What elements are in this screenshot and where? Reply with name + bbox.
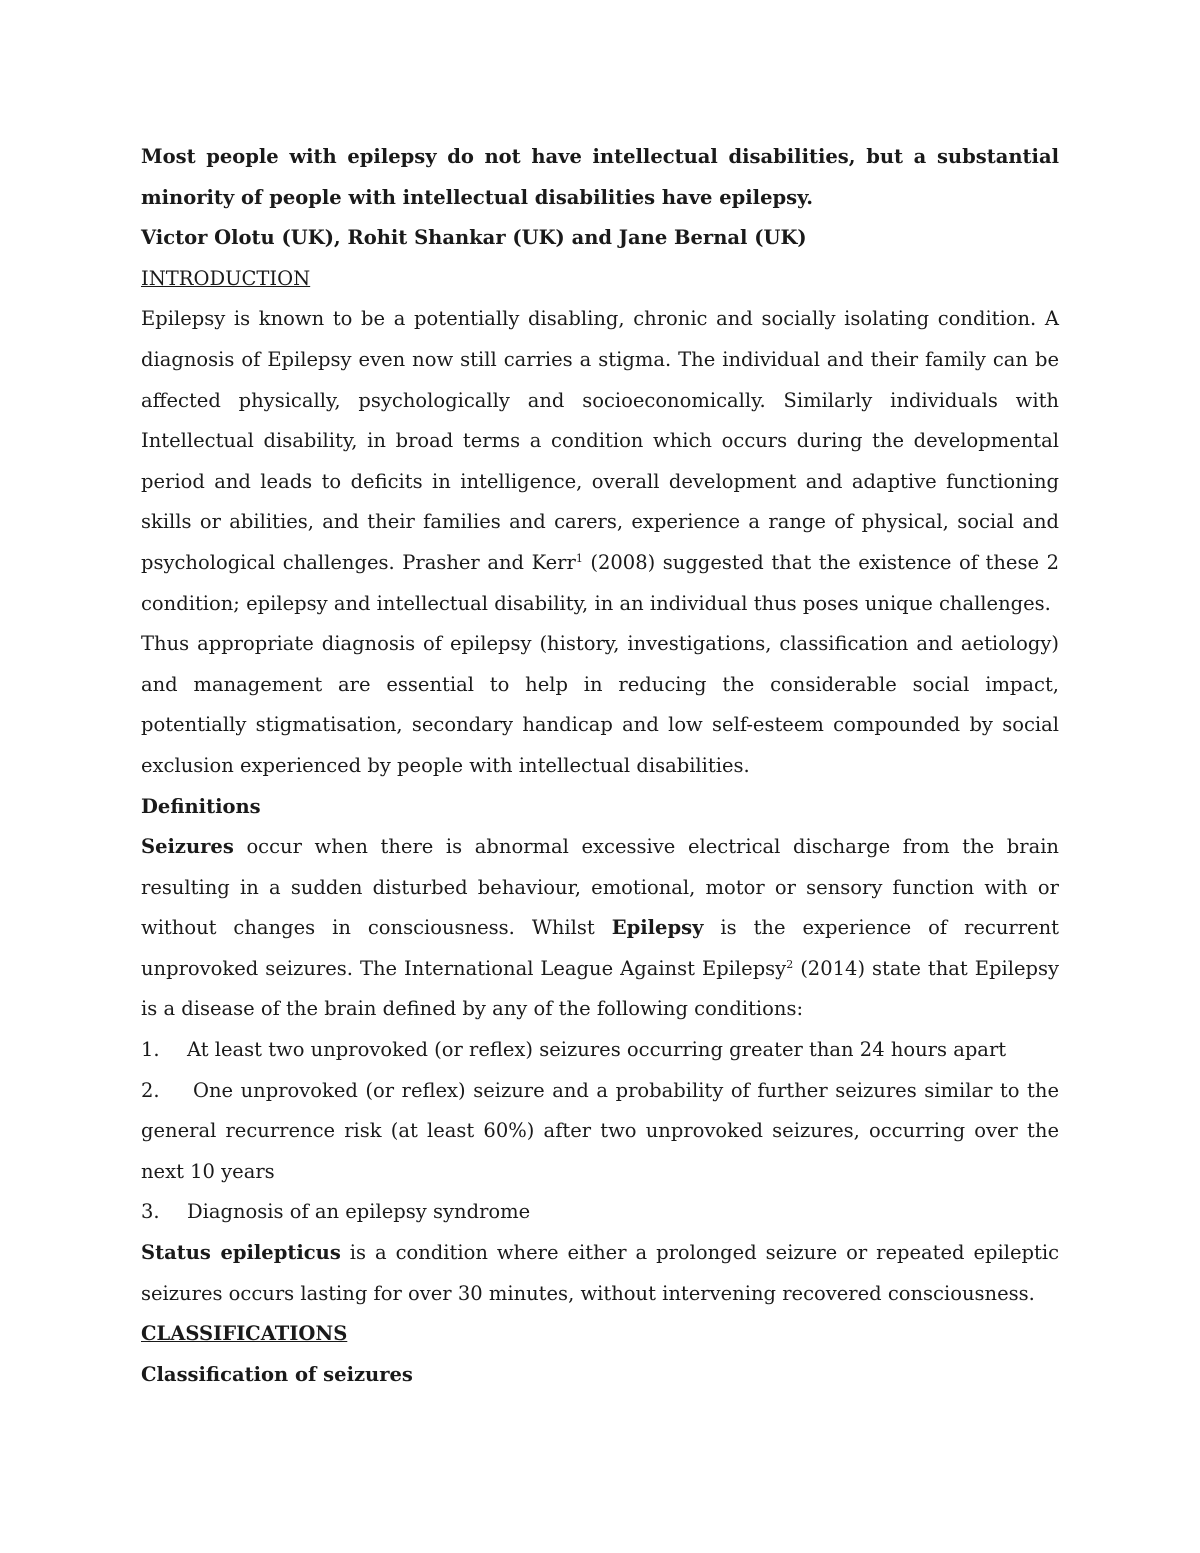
author-list: Victor Olotu (UK), Rohit Shankar (UK) and Jane Bernal (UK) <box>141 226 807 250</box>
seizures-definition <box>141 827 1059 1030</box>
condition-number: 3. <box>141 1200 160 1224</box>
status-epilepticus-text: is a condition where either a prolonged seizure or repeated epileptic seizures occurs lasting for over 30 minutes, without intervening recovered consciousness. <box>141 1241 1059 1305</box>
condition-list-item <box>141 1071 1059 1193</box>
condition-list-item <box>141 1030 1059 1071</box>
seizures-term: Seizures <box>141 835 234 859</box>
condition-number: 1. <box>141 1038 160 1062</box>
intro-text-part-b: (2008) suggested that the existence of these 2 condition; epilepsy and intellectual disability, in an individual thus poses unique challenges. <box>141 550 1060 615</box>
document-page <box>141 137 1059 1395</box>
introduction-paragraph-2: Thus appropriate diagnosis of epilepsy (history, investigations, classification and aetiology) and management are essential to help in reducing the considerable social impact, potentially stigmatisation, secondary handicap and low self-esteem compounded by social exclusion experienced by people with intellectual disabilities. <box>141 632 1059 777</box>
classifications-heading: CLASSIFICATIONS <box>141 1322 348 1346</box>
condition-number: 2. <box>141 1078 160 1102</box>
seizures-text-part-b: is the experience of recurrent unprovoked seizures. The International League Against Epilepsy <box>141 916 1059 980</box>
condition-text: One unprovoked (or reflex) seizure and a probability of further seizures similar to the general recurrence risk (at least 60%) after two unprovoked seizures, occurring over the next 10 years <box>141 1078 1059 1183</box>
condition-text: At least two unprovoked (or reflex) seizures occurring greater than 24 hours apart <box>187 1038 1007 1062</box>
condition-list-item <box>141 1192 1059 1233</box>
seizures-text-part-a: occur when there is abnormal excessive electrical discharge from the brain resulting in a sudden disturbed behaviour, emotional, motor or sensory function with or without changes in consciousness. Whilst <box>141 835 1059 940</box>
introduction-heading: INTRODUCTION <box>141 266 311 290</box>
status-epilepticus-term: Status epilepticus <box>141 1241 341 1265</box>
seizures-text-part-c: (2014) state that Epilepsy is a disease of the brain defined by any of the following conditions: <box>141 956 1059 1021</box>
intro-text-part-a: Epilepsy is known to be a potentially disabling, chronic and socially isolating condition. A diagnosis of Epilepsy even now still carries a stigma. The individual and their family can be affected physically, psychologically and socioeconomically. Similarly individuals with Intellectual disability, in broad terms a condition which occurs during the developmental period and leads to deficits in intelligence, overall development and adaptive functioning skills or abilities, and their families and carers, experience a range of physical, social and psychological challenges. Prasher and Kerr <box>141 307 1059 574</box>
condition-text: Diagnosis of an epilepsy syndrome <box>187 1200 531 1224</box>
epilepsy-term: Epilepsy <box>611 916 704 940</box>
definitions-heading: Definitions <box>141 794 261 818</box>
status-epilepticus-definition <box>141 1233 1059 1314</box>
document-title: Most people with epilepsy do not have intellectual disabilities, but a substantial minority of people with intellectual disabilities have epilepsy. <box>141 145 1059 209</box>
classification-of-seizures-heading: Classification of seizures <box>141 1362 413 1386</box>
footnote-ref-2: 2 <box>786 957 794 971</box>
footnote-ref-1: 1 <box>575 551 583 565</box>
introduction-paragraph-1 <box>141 299 1059 624</box>
